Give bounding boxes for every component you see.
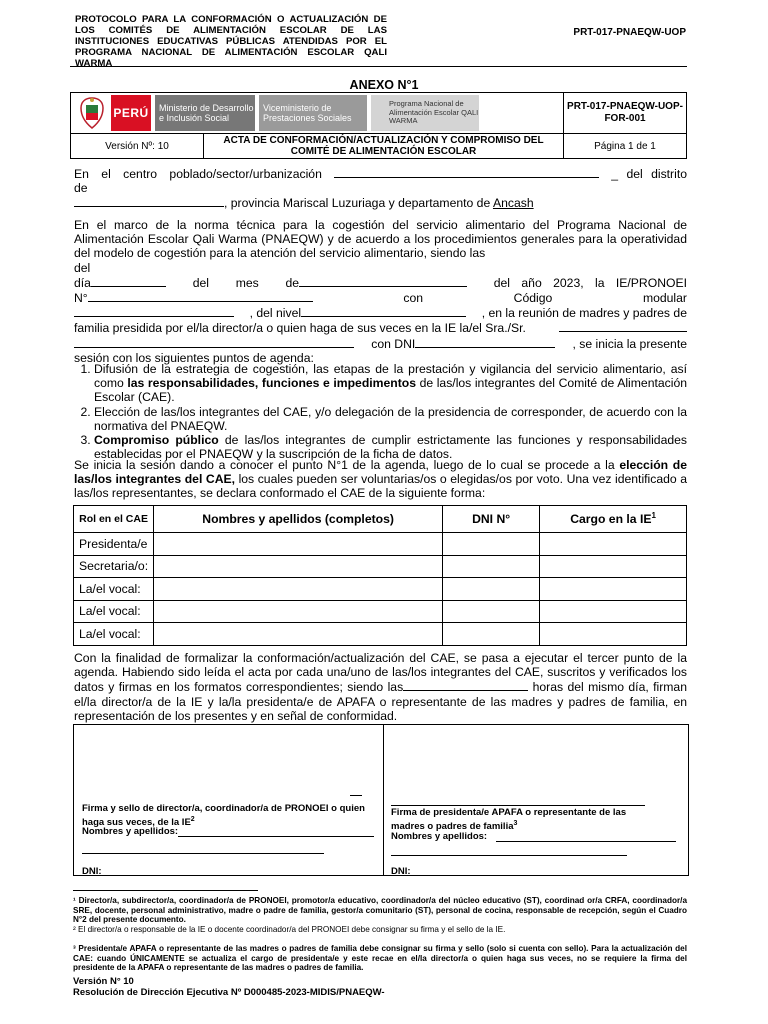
- text-marco: En el marco de la norma técnica para la cogestión del servicio alimentario del Programa Nacional de Alimentación Escolar Qali Warma (PNAEQW) y de acuerdo a los procedimientos generales para la operatividad del modelo de cogestión para la atención del servicio alimentario, siendo las: [74, 218, 687, 261]
- agenda-item-3: 3. Compromiso público de las/los integrantes de cumplir estrictamente las funciones y responsabilidades establecidas por el PNAEQW y la suscripción de la ficha de datos.: [94, 433, 687, 461]
- table-row: [74, 578, 687, 601]
- text-de2: de: [285, 275, 300, 290]
- text-familia: familia presidida por el/la director/a o quien haga de sus veces en la IE la/el Sra./Sr.: [74, 321, 526, 336]
- table-row: [74, 555, 687, 578]
- text-anio: del año 2023, la IE/PRONOEI: [493, 275, 687, 290]
- cargo-input-cell[interactable]: [540, 600, 687, 623]
- header-dni: DNI N°: [443, 506, 540, 533]
- page-number: Página 1 de 1: [564, 134, 687, 159]
- dni-input-cell[interactable]: [443, 533, 540, 556]
- document-control-table: [70, 92, 687, 159]
- field-nivel[interactable]: [301, 305, 466, 317]
- signature-divider: [383, 725, 384, 875]
- paragraph-election: Se inicia la sesión dando a conocer el punto N°1 de la agenda, luego de lo cual se procede a la elección de las/los integrantes del CAE, los cuales pueden ser voluntarias/os o elegidas/os por voto. Una vez identificado a las/los representantes, se declara conformado el CAE de la siguiente forma:: [74, 458, 688, 501]
- footer-version: Versión N° 10: [73, 976, 134, 987]
- table-row: [74, 533, 687, 556]
- field-mes[interactable]: [299, 275, 467, 287]
- text-distrito: _ del distrito: [611, 167, 687, 181]
- cargo-input-cell[interactable]: [540, 623, 687, 646]
- logo-viceministry: Viceministerio de Prestaciones Sociales: [259, 95, 367, 131]
- logo-peru: PERÚ: [111, 95, 151, 131]
- field-codigo-modular[interactable]: [74, 305, 234, 317]
- dni-input-cell[interactable]: [443, 600, 540, 623]
- dni-input-cell[interactable]: [443, 623, 540, 646]
- cargo-input-cell[interactable]: [540, 533, 687, 556]
- paragraph-location: [74, 166, 687, 211]
- field-urbanizacion[interactable]: [334, 166, 599, 178]
- field-director-nombre-cont[interactable]: [74, 336, 354, 348]
- name-input-cell[interactable]: [154, 578, 443, 601]
- field-director-dni[interactable]: [415, 336, 555, 348]
- name-input-cell[interactable]: [154, 533, 443, 556]
- cae-members-table: [73, 505, 687, 646]
- role-cell: La/el vocal:: [74, 578, 154, 601]
- dni-input-cell[interactable]: [443, 578, 540, 601]
- right-signature-label: Firma de presidenta/e APAFA o representante de las madres o padres de familia$^3$: [391, 807, 627, 833]
- acta-title: ACTA DE CONFORMACIÓN/ACTUALIZACIÓN Y COMPROMISO DEL COMITÉ DE ALIMENTACIÓN ESCOLAR: [204, 134, 564, 159]
- text-reunion: , en la reunión de madres y padres de: [481, 306, 687, 321]
- footnote-divider: [73, 890, 258, 891]
- footnote-2: ² El director/a o responsable de la IE o docente coordinador/a del PRONOEI debe consignar su firma y el sello de la IE.: [73, 925, 506, 934]
- left-names-line-2[interactable]: [82, 853, 324, 854]
- header-nombres: Nombres y apellidos (completos): [154, 506, 443, 533]
- dni-input-cell[interactable]: [443, 555, 540, 578]
- text-modular: modular: [642, 291, 687, 306]
- text-con-dni: con DNI: [371, 336, 416, 351]
- text-centro-poblado: En el centro poblado/sector/urbanización: [74, 167, 322, 181]
- field-distrito[interactable]: [74, 195, 224, 207]
- text-con: con: [403, 291, 423, 306]
- right-names-line[interactable]: [496, 841, 676, 842]
- logo-program: Programa Nacional de Alimentación Escolar QALI WARMA: [371, 95, 479, 131]
- text-de: de: [74, 181, 88, 196]
- text-provincia: , provincia Mariscal Luzuriaga y departamento de: [224, 196, 491, 211]
- paragraph-closing: Con la finalidad de formalizar la conformación/actualización del CAE, se pasa a ejecutar el tercer punto de la agenda. Habiendo sido leída el acta por cada una/uno de las/los integrantes del CAE, suscritos y verificados los datos y firmas en los formatos correspondientes; siendo las horas del mismo día, firman el/la director/a de la IE y la/la presidenta/e de APAFA o representante de las madres y padres de familia, en representación de los presentes y en señal de conformidad.: [74, 651, 687, 723]
- footnote-1: ¹ Director/a, subdirector/a, coordinador/a de PRONOEI, promotor/a educativo, coordinador/a del núcleo educativo (ST), coordinad or/a CRFA, coordinador/a SRE, docente, personal administrativo, madre o padre de familia, gestor/a comunitario (ST), personal de cocina, responsable de recepción, según el Cuadro N°2 del presente documento.: [73, 896, 688, 925]
- table-row: [74, 600, 687, 623]
- left-dni-label: DNI:: [82, 866, 102, 877]
- agenda-item-1: 1. Difusión de la estrategia de cogestión, las etapas de la prestación y vigilancia del servicio alimentario, así como las responsabilidades, funciones e impedimentos de las/los integrantes del Comité de Alimentación Escolar (CAE).: [94, 362, 687, 405]
- text-inicia: , se inicia la presente: [572, 336, 687, 351]
- text-n: N°: [74, 291, 88, 306]
- header-cargo: Cargo en la $IE^1$: [540, 506, 687, 533]
- right-dni-label: DNI:: [391, 866, 411, 877]
- right-names-label: Nombres y apellidos:: [391, 831, 488, 842]
- signature-box: [73, 724, 689, 876]
- cargo-input-cell[interactable]: [540, 555, 687, 578]
- field-ie-numero[interactable]: [88, 290, 313, 302]
- form-code: PRT-017-PNAEQW-UOP-FOR-001: [564, 93, 687, 134]
- name-input-cell[interactable]: [154, 555, 443, 578]
- role-cell: La/el vocal:: [74, 600, 154, 623]
- text-ancash: Ancash: [492, 196, 534, 211]
- left-names-line[interactable]: [178, 836, 374, 837]
- left-names-label: Nombres y apellidos:: [82, 826, 179, 837]
- field-director-nombre[interactable]: [559, 320, 687, 332]
- header-rol: Rol en el CAE: [74, 506, 154, 533]
- logo-cell: [71, 93, 564, 134]
- annex-title: ANEXO N°1: [349, 78, 419, 92]
- table-row: [74, 623, 687, 646]
- field-horas[interactable]: [403, 679, 528, 691]
- name-input-cell[interactable]: [154, 623, 443, 646]
- footer-resolution: Resolución de Dirección Ejecutiva Nº D000485-2023-MIDIS/PNAEQW-: [73, 987, 385, 998]
- role-cell: Secretaria/o:: [74, 555, 154, 578]
- agenda-item-2: 2. Elección de las/los integrantes del CAE, y/o delegación de la presidencia de corresponder, de acuerdo con la normativa del PNAEQW.: [94, 405, 687, 433]
- logo-ministry: Ministerio de Desarrollo e Inclusión Social: [155, 95, 255, 131]
- paragraph-context: [74, 218, 687, 365]
- header-divider: [70, 66, 687, 67]
- text-dia: día: [74, 275, 91, 290]
- name-input-cell[interactable]: [154, 600, 443, 623]
- agenda-list: [74, 362, 687, 461]
- text-codigo: Código: [513, 291, 553, 306]
- coat-of-arms-icon: [77, 96, 107, 130]
- field-dia[interactable]: [91, 275, 166, 287]
- text-del: del: [74, 260, 91, 275]
- text-del2: del: [192, 275, 209, 290]
- cargo-input-cell[interactable]: [540, 578, 687, 601]
- protocol-title: PROTOCOLO PARA LA CONFORMACIÓN O ACTUALIZACIÓN DE LOS COMITÉS DE ALIMENTACIÓN ESCOLAR DE LAS INSTITUCIONES EDUCATIVAS PÚBLICAS ATENDIDAS POR EL PROGRAMA NACIONAL DE ALIMENTACIÓN ESCOLAR QALI WARMA: [75, 14, 387, 69]
- text-sesion: sesión con los siguientes puntos de agenda:: [74, 350, 314, 365]
- footnote-3: ³ Presidenta/e APAFA o representante de las madres o padres de familia debe consignar su firma y sello (solo si cuenta con sello). Para la actualización del CAE: cuando ÚNICAMENTE se actualiza el cargo de presidenta/e y este recae en el/la director/a o quien haga sus veces, no se requiere la firma del presidente de la APAFA o representante de las madres o padres de familia.: [73, 944, 687, 972]
- protocol-code: PRT-017-PNAEQW-UOP: [573, 27, 686, 38]
- left-signature-label: Firma y sello de director/a, coordinador/a de PRONOEI o quien haga sus veces, de la $IE^2$: [82, 803, 365, 829]
- version-cell: Versión Nº: 10: [71, 134, 204, 159]
- role-cell: Presidenta/e: [74, 533, 154, 556]
- right-names-line-2[interactable]: [391, 855, 627, 856]
- right-signature-line[interactable]: [391, 805, 645, 806]
- left-signature-line: [350, 795, 362, 796]
- text-mes: mes: [235, 275, 259, 290]
- role-cell: La/el vocal:: [74, 623, 154, 646]
- text-nivel: , del nivel: [249, 306, 302, 321]
